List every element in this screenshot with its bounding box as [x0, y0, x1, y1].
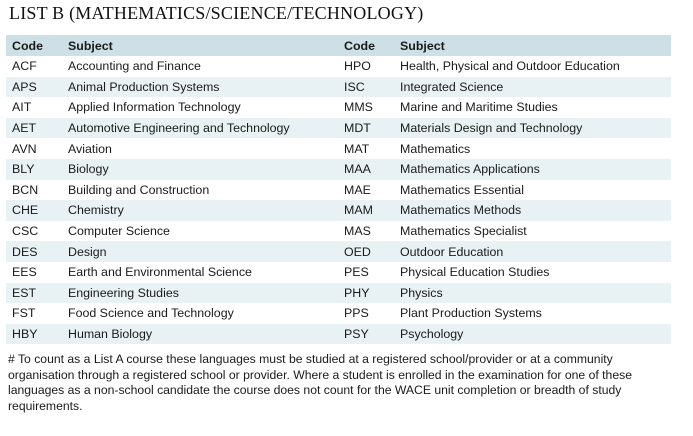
- subject-cell: Health, Physical and Outdoor Education: [400, 59, 620, 74]
- table-row: [6, 118, 671, 139]
- code-cell: OED: [344, 244, 371, 259]
- code-cell: EST: [12, 285, 37, 300]
- subject-cell: Design: [68, 244, 107, 259]
- table-row: [6, 56, 671, 77]
- code-cell: MAM: [344, 203, 373, 218]
- subject-cell: Biology: [68, 162, 109, 177]
- code-cell: PES: [344, 265, 369, 280]
- table-row: [6, 159, 671, 180]
- code-cell: PSY: [344, 327, 369, 342]
- code-cell: PHY: [344, 285, 370, 300]
- table-row: [6, 200, 671, 221]
- subject-cell: Outdoor Education: [400, 244, 504, 259]
- table-row: [6, 221, 671, 242]
- code-cell: MAS: [344, 224, 371, 239]
- subject-cell: Earth and Environmental Science: [68, 265, 252, 280]
- subject-cell: Chemistry: [68, 203, 124, 218]
- code-cell: DES: [12, 244, 38, 259]
- code-cell: MDT: [344, 121, 371, 136]
- code-cell: FST: [12, 306, 36, 321]
- table-header-row: [6, 35, 671, 56]
- subject-cell: Mathematics Applications: [400, 162, 540, 177]
- subject-cell: Psychology: [400, 327, 464, 342]
- code-cell: CHE: [12, 203, 39, 218]
- header-subject-2: Subject: [400, 38, 445, 53]
- subject-cell: Automotive Engineering and Technology: [68, 121, 290, 136]
- table-row: [6, 241, 671, 262]
- header-code-2: Code: [344, 38, 375, 53]
- subject-cell: Integrated Science: [400, 79, 504, 94]
- code-cell: HPO: [344, 59, 371, 74]
- subject-cell: Engineering Studies: [68, 285, 179, 300]
- table-row: [6, 180, 671, 201]
- subject-cell: Mathematics Methods: [400, 203, 522, 218]
- subject-cell: Plant Production Systems: [400, 306, 542, 321]
- table-row: [6, 138, 671, 159]
- code-cell: AIT: [12, 100, 32, 115]
- code-cell: CSC: [12, 224, 39, 239]
- subject-cell: Mathematics Essential: [400, 182, 524, 197]
- code-cell: AVN: [12, 141, 37, 156]
- code-cell: BCN: [12, 182, 39, 197]
- subject-cell: Applied Information Technology: [68, 100, 241, 115]
- code-cell: MAA: [344, 162, 371, 177]
- code-cell: APS: [12, 79, 37, 94]
- table-row: [6, 97, 671, 118]
- subject-table: [6, 35, 671, 344]
- subject-cell: Human Biology: [68, 327, 153, 342]
- code-cell: EES: [12, 265, 37, 280]
- subject-cell: Physics: [400, 285, 443, 300]
- subject-cell: Animal Production Systems: [68, 79, 220, 94]
- code-cell: PPS: [344, 306, 369, 321]
- subject-cell: Materials Design and Technology: [400, 121, 583, 136]
- code-cell: HBY: [12, 327, 38, 342]
- subject-cell: Aviation: [68, 141, 112, 156]
- code-cell: MAT: [344, 141, 370, 156]
- code-cell: ISC: [344, 79, 365, 94]
- table-row: [6, 262, 671, 283]
- subject-cell: Computer Science: [68, 224, 170, 239]
- footnote: # To count as a List A course these languages must be studied at a registered school/provider or at a community organisation through a registered school or provider. Where a student is enrolled in the examination for one of these languages as a non-school candidate the course does not count for the WACE unit completion or breadth of study requirements.: [8, 352, 632, 413]
- table-row: [6, 303, 671, 324]
- subject-cell: Food Science and Technology: [68, 306, 234, 321]
- page-title: LIST B (MATHEMATICS/SCIENCE/TECHNOLOGY): [9, 3, 424, 23]
- table-row: [6, 77, 671, 98]
- table-row: [6, 324, 671, 345]
- table-row: [6, 283, 671, 304]
- header-code-1: Code: [12, 38, 43, 53]
- header-subject-1: Subject: [68, 38, 113, 53]
- code-cell: ACF: [12, 59, 37, 74]
- subject-cell: Mathematics: [400, 141, 471, 156]
- code-cell: MAE: [344, 182, 371, 197]
- code-cell: MMS: [344, 100, 373, 115]
- subject-cell: Marine and Maritime Studies: [400, 100, 558, 115]
- subject-cell: Accounting and Finance: [68, 59, 201, 74]
- code-cell: AET: [12, 121, 37, 136]
- code-cell: BLY: [12, 162, 35, 177]
- subject-cell: Building and Construction: [68, 182, 210, 197]
- subject-cell: Mathematics Specialist: [400, 224, 527, 239]
- subject-cell: Physical Education Studies: [400, 265, 550, 280]
- table-body: [6, 56, 671, 344]
